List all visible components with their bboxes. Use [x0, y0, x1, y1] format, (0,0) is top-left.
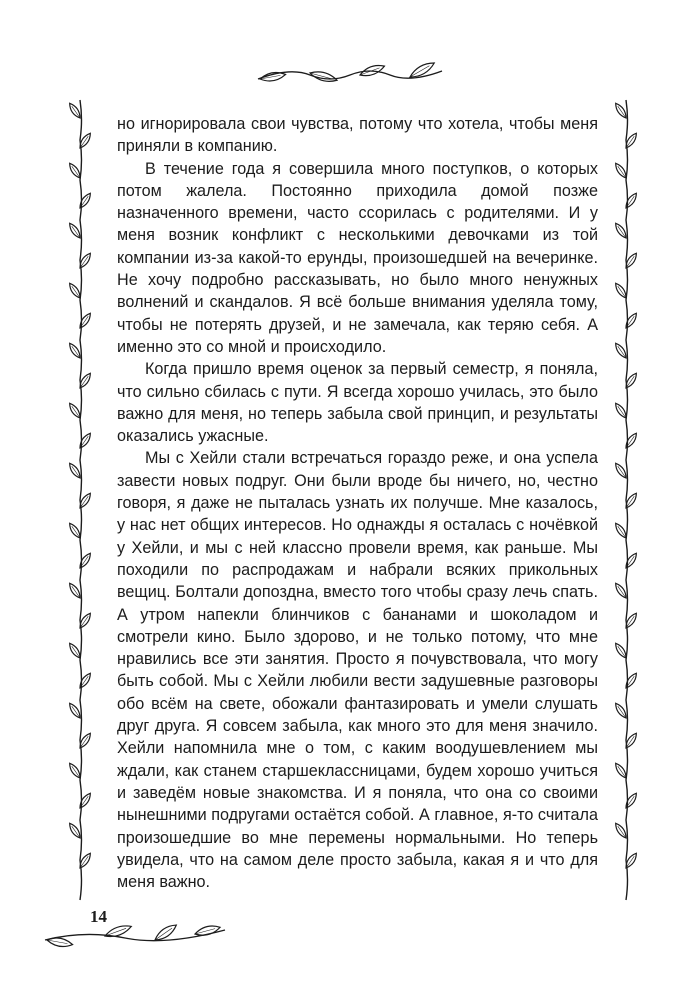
- page-number: 14: [90, 907, 107, 926]
- paragraph-4: Мы с Хейли стали встречаться гораздо реже, и она успела завести новых подруг. Они были вроде бы ничего, но, честно говоря, я даже не пыталась узнать их получше. Мне казалось, у нас нет общих интересов. Но однажды я осталась с ночёвкой у Хейли, и мы с ней классно провели время, как раньше. Мы походили по распродажам и набрали всяких прикольных вещиц. Болтали допоздна, вместо того чтобы сразу лечь спать. А утром напекли блинчиков с бананами и шоколадом и смотрели кино. Было здорово, и не только потому, что мне нравились все эти занятия. Просто я почувствовала, что могу быть собой. Мы с Хейли любили вести задушевные разговоры обо всём на свете, обожали фантазировать и умели слушать друг друга. Я совсем забыла, как много это для меня значило. Хейли напомнила мне о том, с каким воодушевлением мы ждали, как станем старшеклассницами, будем хорошо учиться и заведём новые знакомства. И я поняла, что она со своими нынешними подругами остаётся собой. А главное, я-то считала произошедшие во мне перемены нормальными. Но теперь увидела, что на самом деле просто забыла, какая я и что для меня важно.: [117, 449, 598, 892]
- top-vine-ornament-icon: [250, 55, 450, 95]
- left-vine-border-icon: [58, 100, 108, 870]
- paragraph-1: но игнорировала свои чувства, потому что хотела, чтобы меня приняли в компанию.: [117, 115, 598, 156]
- right-vine-border-icon: [604, 100, 654, 870]
- bottom-vine-ornament-icon: [35, 920, 235, 960]
- body-text: [117, 113, 598, 893]
- paragraph-3: Когда пришло время оценок за первый семестр, я поняла, что сильно сбилась с пути. Я всегда хорошо училась, это было важно для меня, но теперь забыла свой принцип, и результаты оказались ужасные.: [117, 360, 598, 446]
- paragraph-2: В течение года я совершила много поступков, о которых потом жалела. Постоянно приходила домой позже назначенного времени, часто ссорилась с родителями. И у меня возник конфликт с несколькими девочками из той компании из-за какой-то ерунды, произошедшей на вечеринке. Не хочу подробно рассказывать, но было много ненужных волнений и скандалов. Я всё больше внимания уделяла тому, чтобы не потерять друзей, и не замечала, как теряю себя. А именно это со мной и происходило.: [117, 159, 598, 356]
